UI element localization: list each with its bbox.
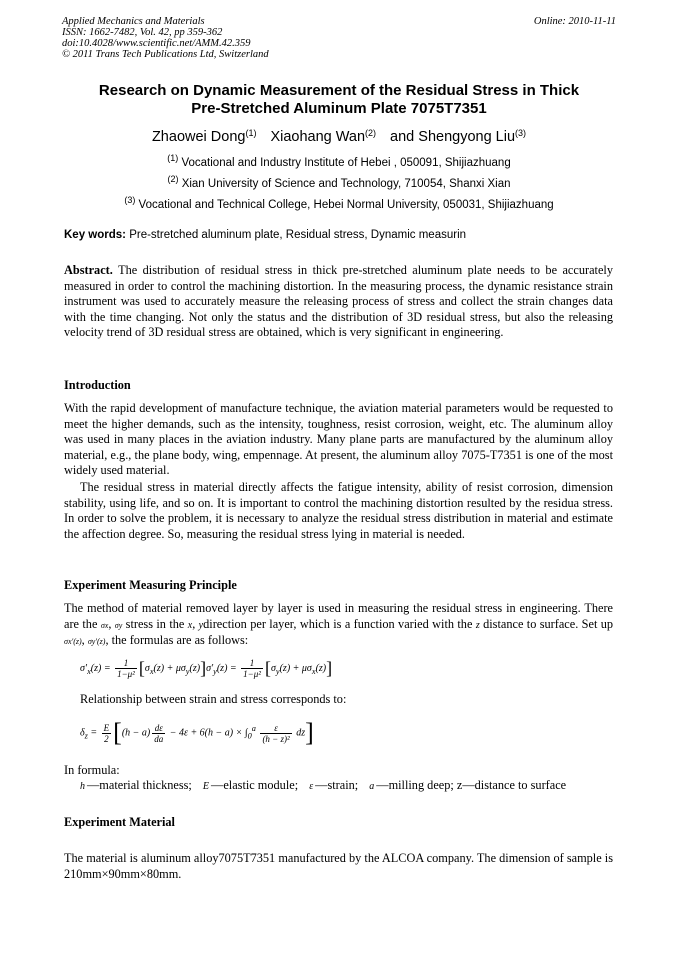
journal-header — [62, 16, 269, 60]
affiliation — [40, 193, 638, 212]
affiliation-text: Vocational and Technical College, Hebei Normal University, 050031, Shijiazhuang — [138, 199, 554, 211]
legend-symbol: h — [80, 781, 85, 792]
abstract-label: Abstract. — [64, 263, 113, 277]
strain-stress-formula: $\delta_z$ = $\frac{E}{2}$ [(h − a) $\frac{d\varepsilon}{da}$ − $4\varepsilon + 6(h - a) \times \int_0^a$ $\frac{\varepsilon}{\text{(h − z)²}}$ dz] — [80, 718, 314, 747]
y-symbol: y — [198, 619, 204, 631]
keywords — [64, 228, 616, 242]
legend-text: —material thickness; — [87, 778, 192, 792]
title-line-1: Research on Dynamic Measurement of the Residual Stress in Thick — [98, 82, 580, 99]
keywords-text: Pre-stretched aluminum plate, Residual stress, Dynamic measurin — [129, 229, 467, 241]
author-and: and — [390, 129, 415, 145]
author-name: Xiaohang Wan — [270, 129, 366, 145]
legend-symbol: a — [369, 781, 375, 792]
online-date: Online: 2010-11-11 — [533, 16, 616, 27]
affiliation-mark: (1) — [167, 153, 179, 163]
issn: ISSN: 1662-7482, Vol. 42, pp 359-362 — [62, 27, 223, 38]
legend-text: —elastic module; — [211, 778, 299, 792]
principle-text: The method of material removed layer by layer is used in measuring the residual stress in engineering. There are the — [64, 601, 613, 631]
sigma-y-z-symbol: σy'(z) — [87, 637, 106, 647]
affiliation — [40, 172, 638, 191]
principle-text: direction per layer, which is a function varied with the — [203, 616, 473, 631]
principle-paragraph: The method of material removed layer by layer is used in measuring the residual stress in engineering. There are the σx, σy stress in the x, ydirection per layer, which is a function varied with the z distance to surface. Set up σx'(z), σy'(z), the formulas are as follows: — [64, 601, 614, 648]
affiliation-text: Vocational and Industry Institute of Hebei , 050091, Shijiazhuang — [181, 157, 511, 169]
affiliation — [40, 151, 638, 170]
author-list — [40, 124, 638, 146]
author-name: Shengyong Liu — [418, 129, 516, 145]
material-paragraph: The material is aluminum alloy7075T7351 manufactured by the ALCOA company. The dimension of sample is 210mm×90mm×80mm. — [64, 851, 613, 881]
principle-text: , the formulas are as follows: — [105, 633, 249, 648]
stress-formula: $\sigma'_x(z)$ = $\frac{1}{\text{1−μ²}}$ $[\sigma_x(z) + \mu\sigma_y(z)]\sigma'_y(z)$ = $\frac{1}{\text{1−μ²}}$ $[\sigma_y(z) + \mu\sigma_x(z)]$ — [80, 658, 333, 679]
affiliation-text: Xian University of Science and Technology, 710054, Shanxi Xian — [181, 178, 511, 190]
paper-title — [40, 82, 638, 118]
legend-symbol: ε — [309, 781, 314, 792]
legend-symbol: E — [202, 781, 210, 792]
section-heading-introduction: Introduction — [64, 378, 131, 392]
principle-text: distance to surface. Set up — [483, 616, 614, 631]
affiliation-mark: (3) — [124, 195, 136, 205]
abstract — [64, 263, 613, 341]
legend-text: —milling deep; z—distance to surface — [376, 778, 567, 792]
author-mark: (3) — [515, 128, 527, 138]
formula-legend — [80, 778, 566, 793]
x-symbol: x — [187, 619, 193, 631]
sigma-x-symbol: σx — [100, 620, 109, 630]
sigma-y-symbol: σy — [114, 620, 123, 630]
copyright: © 2011 Trans Tech Publications Ltd, Switzerland — [62, 49, 269, 60]
abstract-text: The distribution of residual stress in thick pre-stretched aluminum plate needs to be accurately measured in order to control the machining distortion. In the measuring process, the dynamic resistance strain instrument was used to accurately measure the releasing process of stress and collect the strain changes data with the time changing. Not only the status and the distribution of 3D residual stress, but also the releasing velocity trend of 3D residual stress are obtained, which is very significant in engineering. — [64, 263, 613, 340]
author-mark: (1) — [245, 128, 257, 138]
affiliation-mark: (2) — [167, 174, 179, 184]
z-symbol: z — [475, 619, 480, 631]
keywords-label: Key words: — [64, 229, 126, 241]
author-mark: (2) — [365, 128, 377, 138]
introduction-paragraph-1: With the rapid development of manufacture technique, the aviation material parameters would be requested to meet the higher demands, such as the intensity, toughness, resist corrosion, weight, etc. The aluminum alloy was used in many places in the aviation industry. Many plane parts are manufactured by the aluminum alloy material, e.g., the plane body, wing, empennage. At present, the aluminum alloy 7075-T7351 is one of the most widely used material. — [64, 401, 613, 478]
in-formula-label: In formula: — [64, 763, 120, 777]
journal-name: Applied Mechanics and Materials — [62, 16, 205, 27]
section-heading-principle: Experiment Measuring Principle — [64, 578, 237, 592]
relation-text: Relationship between strain and stress corresponds to: — [80, 692, 347, 706]
legend-text: —strain; — [315, 778, 359, 792]
introduction-paragraph-2: The residual stress in material directly affects the fatigue intensity, ability of resist corrosion, dimension stability, using life, and so on. It is important to control the machining distortion resulted by the residua stress. In order to solve the problem, it is necessary to analyze the residual stress distribution in material and estimate the affection degree. So, measuring the residual stress lying in material is needed. — [64, 480, 613, 541]
doi: doi:10.4028/www.scientific.net/AMM.42.359 — [62, 38, 251, 49]
principle-text: stress in the — [125, 616, 185, 631]
author-name: Zhaowei Dong — [151, 129, 246, 145]
title-line-2: Pre-Stretched Aluminum Plate 7075T7351 — [191, 100, 487, 117]
sigma-x-z-symbol: σx'(z) — [64, 637, 82, 647]
section-heading-material: Experiment Material — [64, 815, 175, 829]
